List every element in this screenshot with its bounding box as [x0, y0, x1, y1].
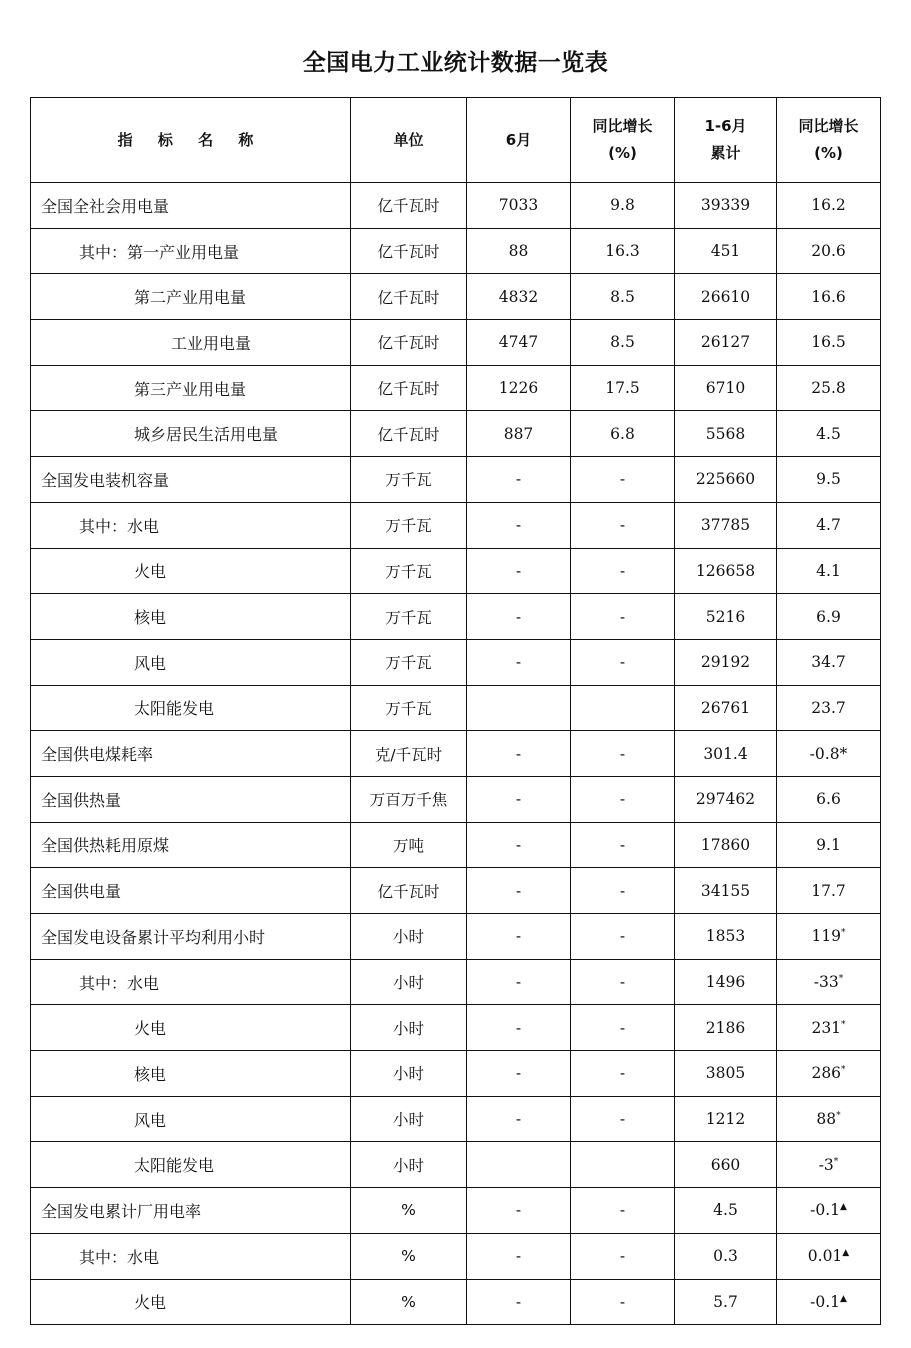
table-row [31, 228, 881, 274]
month-value-cell: - [467, 1005, 571, 1051]
month-yoy-cell: - [571, 1005, 675, 1051]
table-row [31, 1051, 881, 1097]
month-yoy-cell: 16.3 [571, 228, 675, 274]
indicator-name-cell: 其中：水电 [31, 959, 351, 1005]
month-value-cell: 88 [467, 228, 571, 274]
month-value-cell: - [467, 868, 571, 914]
month-yoy-cell: - [571, 914, 675, 960]
month-yoy-cell: - [571, 594, 675, 640]
month-value-cell: - [467, 548, 571, 594]
table-body [31, 183, 881, 1325]
table-row [31, 685, 881, 731]
footnote-mark: ▲ [839, 1293, 847, 1304]
month-yoy-cell: - [571, 822, 675, 868]
unit-cell: 亿千瓦时 [351, 183, 467, 229]
table-header-row [31, 98, 881, 183]
cumulative-yoy-cell: 20.6 [777, 228, 881, 274]
table-row [31, 731, 881, 777]
cumulative-yoy-cell: 286* [777, 1051, 881, 1097]
unit-cell: 万百万千焦 [351, 776, 467, 822]
month-value-cell: - [467, 502, 571, 548]
table-row [31, 365, 881, 411]
footnote-mark: * [841, 1065, 846, 1076]
unit-cell: 亿千瓦时 [351, 365, 467, 411]
cumulative-value-cell: 39339 [675, 183, 777, 229]
header-month: 6月 [467, 98, 571, 183]
cumulative-value-cell: 3805 [675, 1051, 777, 1097]
unit-cell: 小时 [351, 1005, 467, 1051]
indicator-name-cell: 第二产业用电量 [31, 274, 351, 320]
footnote-mark: * [841, 928, 846, 939]
table-row [31, 548, 881, 594]
cumulative-yoy-cell: 231* [777, 1005, 881, 1051]
table-row [31, 1233, 881, 1279]
cumulative-value-cell: 6710 [675, 365, 777, 411]
cumulative-yoy-cell: -33* [777, 959, 881, 1005]
indicator-name-cell: 全国供电煤耗率 [31, 731, 351, 777]
indicator-name-cell: 其中：水电 [31, 502, 351, 548]
unit-cell: 小时 [351, 1096, 467, 1142]
cumulative-yoy-cell: -3* [777, 1142, 881, 1188]
cumulative-value-cell: 5568 [675, 411, 777, 457]
unit-cell: 克/千瓦时 [351, 731, 467, 777]
month-value-cell: - [467, 1096, 571, 1142]
unit-cell: 万千瓦 [351, 639, 467, 685]
month-value-cell: - [467, 1233, 571, 1279]
cumulative-value-cell: 4.5 [675, 1188, 777, 1234]
cumulative-value-cell: 5216 [675, 594, 777, 640]
cumulative-value-cell: 26610 [675, 274, 777, 320]
indicator-name-cell: 全国发电设备累计平均利用小时 [31, 914, 351, 960]
unit-cell: 亿千瓦时 [351, 274, 467, 320]
unit-cell: 亿千瓦时 [351, 320, 467, 366]
table-row [31, 822, 881, 868]
unit-cell: 小时 [351, 959, 467, 1005]
month-value-cell: - [467, 731, 571, 777]
month-yoy-cell: - [571, 1051, 675, 1097]
cumulative-value-cell: 1853 [675, 914, 777, 960]
month-yoy-cell: - [571, 1233, 675, 1279]
month-value-cell: - [467, 594, 571, 640]
unit-cell: 万吨 [351, 822, 467, 868]
unit-cell: 万千瓦 [351, 457, 467, 503]
month-value-cell: - [467, 457, 571, 503]
table-row [31, 868, 881, 914]
month-yoy-cell: 8.5 [571, 320, 675, 366]
month-yoy-cell: - [571, 639, 675, 685]
cumulative-value-cell: 301.4 [675, 731, 777, 777]
unit-cell: % [351, 1279, 467, 1325]
month-yoy-cell: - [571, 502, 675, 548]
month-value-cell: - [467, 776, 571, 822]
month-value-cell: 4747 [467, 320, 571, 366]
cumulative-value-cell: 29192 [675, 639, 777, 685]
cumulative-yoy-cell: 17.7 [777, 868, 881, 914]
cumulative-value-cell: 17860 [675, 822, 777, 868]
indicator-name-cell: 风电 [31, 1096, 351, 1142]
month-value-cell: 7033 [467, 183, 571, 229]
indicator-name-cell: 全国供电量 [31, 868, 351, 914]
indicator-name-cell: 全国发电累计厂用电率 [31, 1188, 351, 1234]
month-yoy-cell: - [571, 731, 675, 777]
header-unit: 单位 [351, 98, 467, 183]
cumulative-value-cell: 34155 [675, 868, 777, 914]
month-yoy-cell: - [571, 1096, 675, 1142]
footnote-mark: * [833, 1156, 839, 1167]
unit-cell: 万千瓦 [351, 502, 467, 548]
table-row [31, 914, 881, 960]
cumulative-value-cell: 660 [675, 1142, 777, 1188]
footnote-mark: ▲ [842, 1248, 850, 1259]
page-title: 全国电力工业统计数据一览表 [302, 50, 609, 76]
table-row [31, 1279, 881, 1325]
month-yoy-cell: - [571, 1188, 675, 1234]
cumulative-yoy-cell: 9.5 [777, 457, 881, 503]
header-cumulative: 1-6月 累计 [675, 98, 777, 183]
cumulative-yoy-cell: -0.8* [777, 731, 881, 777]
indicator-name-cell: 火电 [31, 548, 351, 594]
month-yoy-cell: - [571, 1279, 675, 1325]
table-row [31, 776, 881, 822]
indicator-name-cell: 第三产业用电量 [31, 365, 351, 411]
unit-cell: 万千瓦 [351, 548, 467, 594]
header-month-yoy: 同比增长 (%) [571, 98, 675, 183]
month-value-cell: - [467, 639, 571, 685]
indicator-name-cell: 其中：第一产业用电量 [31, 228, 351, 274]
cumulative-yoy-cell: 34.7 [777, 639, 881, 685]
indicator-name-cell: 全国供热耗用原煤 [31, 822, 351, 868]
cumulative-value-cell: 37785 [675, 502, 777, 548]
month-yoy-cell [571, 685, 675, 731]
month-value-cell: - [467, 1279, 571, 1325]
unit-cell: % [351, 1233, 467, 1279]
cumulative-yoy-cell: 4.5 [777, 411, 881, 457]
unit-cell: 亿千瓦时 [351, 868, 467, 914]
cumulative-value-cell: 2186 [675, 1005, 777, 1051]
indicator-name-cell: 太阳能发电 [31, 1142, 351, 1188]
cumulative-yoy-cell: 16.6 [777, 274, 881, 320]
cumulative-yoy-cell: 0.01▲ [777, 1233, 881, 1279]
month-value-cell: 1226 [467, 365, 571, 411]
cumulative-value-cell: 1496 [675, 959, 777, 1005]
table-row [31, 1188, 881, 1234]
cumulative-yoy-cell: 23.7 [777, 685, 881, 731]
table-row [31, 1096, 881, 1142]
month-yoy-cell [571, 1142, 675, 1188]
cumulative-value-cell: 0.3 [675, 1233, 777, 1279]
cumulative-value-cell: 1212 [675, 1096, 777, 1142]
indicator-name-cell: 全国供热量 [31, 776, 351, 822]
month-value-cell: - [467, 914, 571, 960]
table-row [31, 594, 881, 640]
indicator-name-cell: 核电 [31, 594, 351, 640]
cumulative-value-cell: 26127 [675, 320, 777, 366]
table-row [31, 959, 881, 1005]
cumulative-yoy-cell: 6.9 [777, 594, 881, 640]
footnote-mark: ▲ [839, 1202, 847, 1213]
cumulative-value-cell: 451 [675, 228, 777, 274]
cumulative-yoy-cell: 4.1 [777, 548, 881, 594]
month-value-cell [467, 685, 571, 731]
indicator-name-cell: 火电 [31, 1005, 351, 1051]
table-row [31, 1005, 881, 1051]
month-value-cell: - [467, 959, 571, 1005]
cumulative-value-cell: 26761 [675, 685, 777, 731]
unit-cell: 万千瓦 [351, 685, 467, 731]
indicator-name-cell: 火电 [31, 1279, 351, 1325]
indicator-name-cell: 全国发电装机容量 [31, 457, 351, 503]
unit-cell: 小时 [351, 1051, 467, 1097]
cumulative-value-cell: 5.7 [675, 1279, 777, 1325]
table-row [31, 502, 881, 548]
footnote-mark: * [836, 1111, 841, 1122]
month-yoy-cell: 8.5 [571, 274, 675, 320]
cumulative-yoy-cell: -0.1▲ [777, 1279, 881, 1325]
cumulative-yoy-cell: 16.5 [777, 320, 881, 366]
unit-cell: 亿千瓦时 [351, 228, 467, 274]
cumulative-yoy-cell: 9.1 [777, 822, 881, 868]
table-row [31, 1142, 881, 1188]
unit-cell: % [351, 1188, 467, 1234]
cumulative-value-cell: 126658 [675, 548, 777, 594]
table-row [31, 457, 881, 503]
indicator-name-cell: 风电 [31, 639, 351, 685]
month-value-cell: 887 [467, 411, 571, 457]
statistics-table [30, 97, 881, 1325]
cumulative-value-cell: 297462 [675, 776, 777, 822]
unit-cell: 小时 [351, 1142, 467, 1188]
table-row [31, 639, 881, 685]
unit-cell: 亿千瓦时 [351, 411, 467, 457]
indicator-name-cell: 全国全社会用电量 [31, 183, 351, 229]
table-row [31, 320, 881, 366]
month-value-cell: - [467, 1188, 571, 1234]
month-yoy-cell: - [571, 548, 675, 594]
indicator-name-cell: 太阳能发电 [31, 685, 351, 731]
header-indicator-name: 指 标 名 称 [31, 98, 351, 183]
month-yoy-cell: - [571, 457, 675, 503]
table-row [31, 411, 881, 457]
cumulative-yoy-cell: -0.1▲ [777, 1188, 881, 1234]
cumulative-yoy-cell: 25.8 [777, 365, 881, 411]
indicator-name-cell: 工业用电量 [31, 320, 351, 366]
table-row [31, 274, 881, 320]
cumulative-yoy-cell: 4.7 [777, 502, 881, 548]
month-value-cell: - [467, 822, 571, 868]
indicator-name-cell: 其中：水电 [31, 1233, 351, 1279]
month-value-cell [467, 1142, 571, 1188]
month-yoy-cell: - [571, 959, 675, 1005]
cumulative-yoy-cell: 88* [777, 1096, 881, 1142]
cumulative-yoy-cell: 119* [777, 914, 881, 960]
month-value-cell: - [467, 1051, 571, 1097]
table-row [31, 183, 881, 229]
month-yoy-cell: 6.8 [571, 411, 675, 457]
indicator-name-cell: 核电 [31, 1051, 351, 1097]
unit-cell: 万千瓦 [351, 594, 467, 640]
header-cumulative-yoy: 同比增长 (%) [777, 98, 881, 183]
cumulative-yoy-cell: 6.6 [777, 776, 881, 822]
month-yoy-cell: - [571, 868, 675, 914]
indicator-name-cell: 城乡居民生活用电量 [31, 411, 351, 457]
footnote-mark: * [841, 1019, 846, 1030]
footnote-mark: * [838, 974, 844, 985]
month-yoy-cell: 17.5 [571, 365, 675, 411]
unit-cell: 小时 [351, 914, 467, 960]
cumulative-yoy-cell: 16.2 [777, 183, 881, 229]
month-yoy-cell: 9.8 [571, 183, 675, 229]
month-value-cell: 4832 [467, 274, 571, 320]
cumulative-value-cell: 225660 [675, 457, 777, 503]
month-yoy-cell: - [571, 776, 675, 822]
